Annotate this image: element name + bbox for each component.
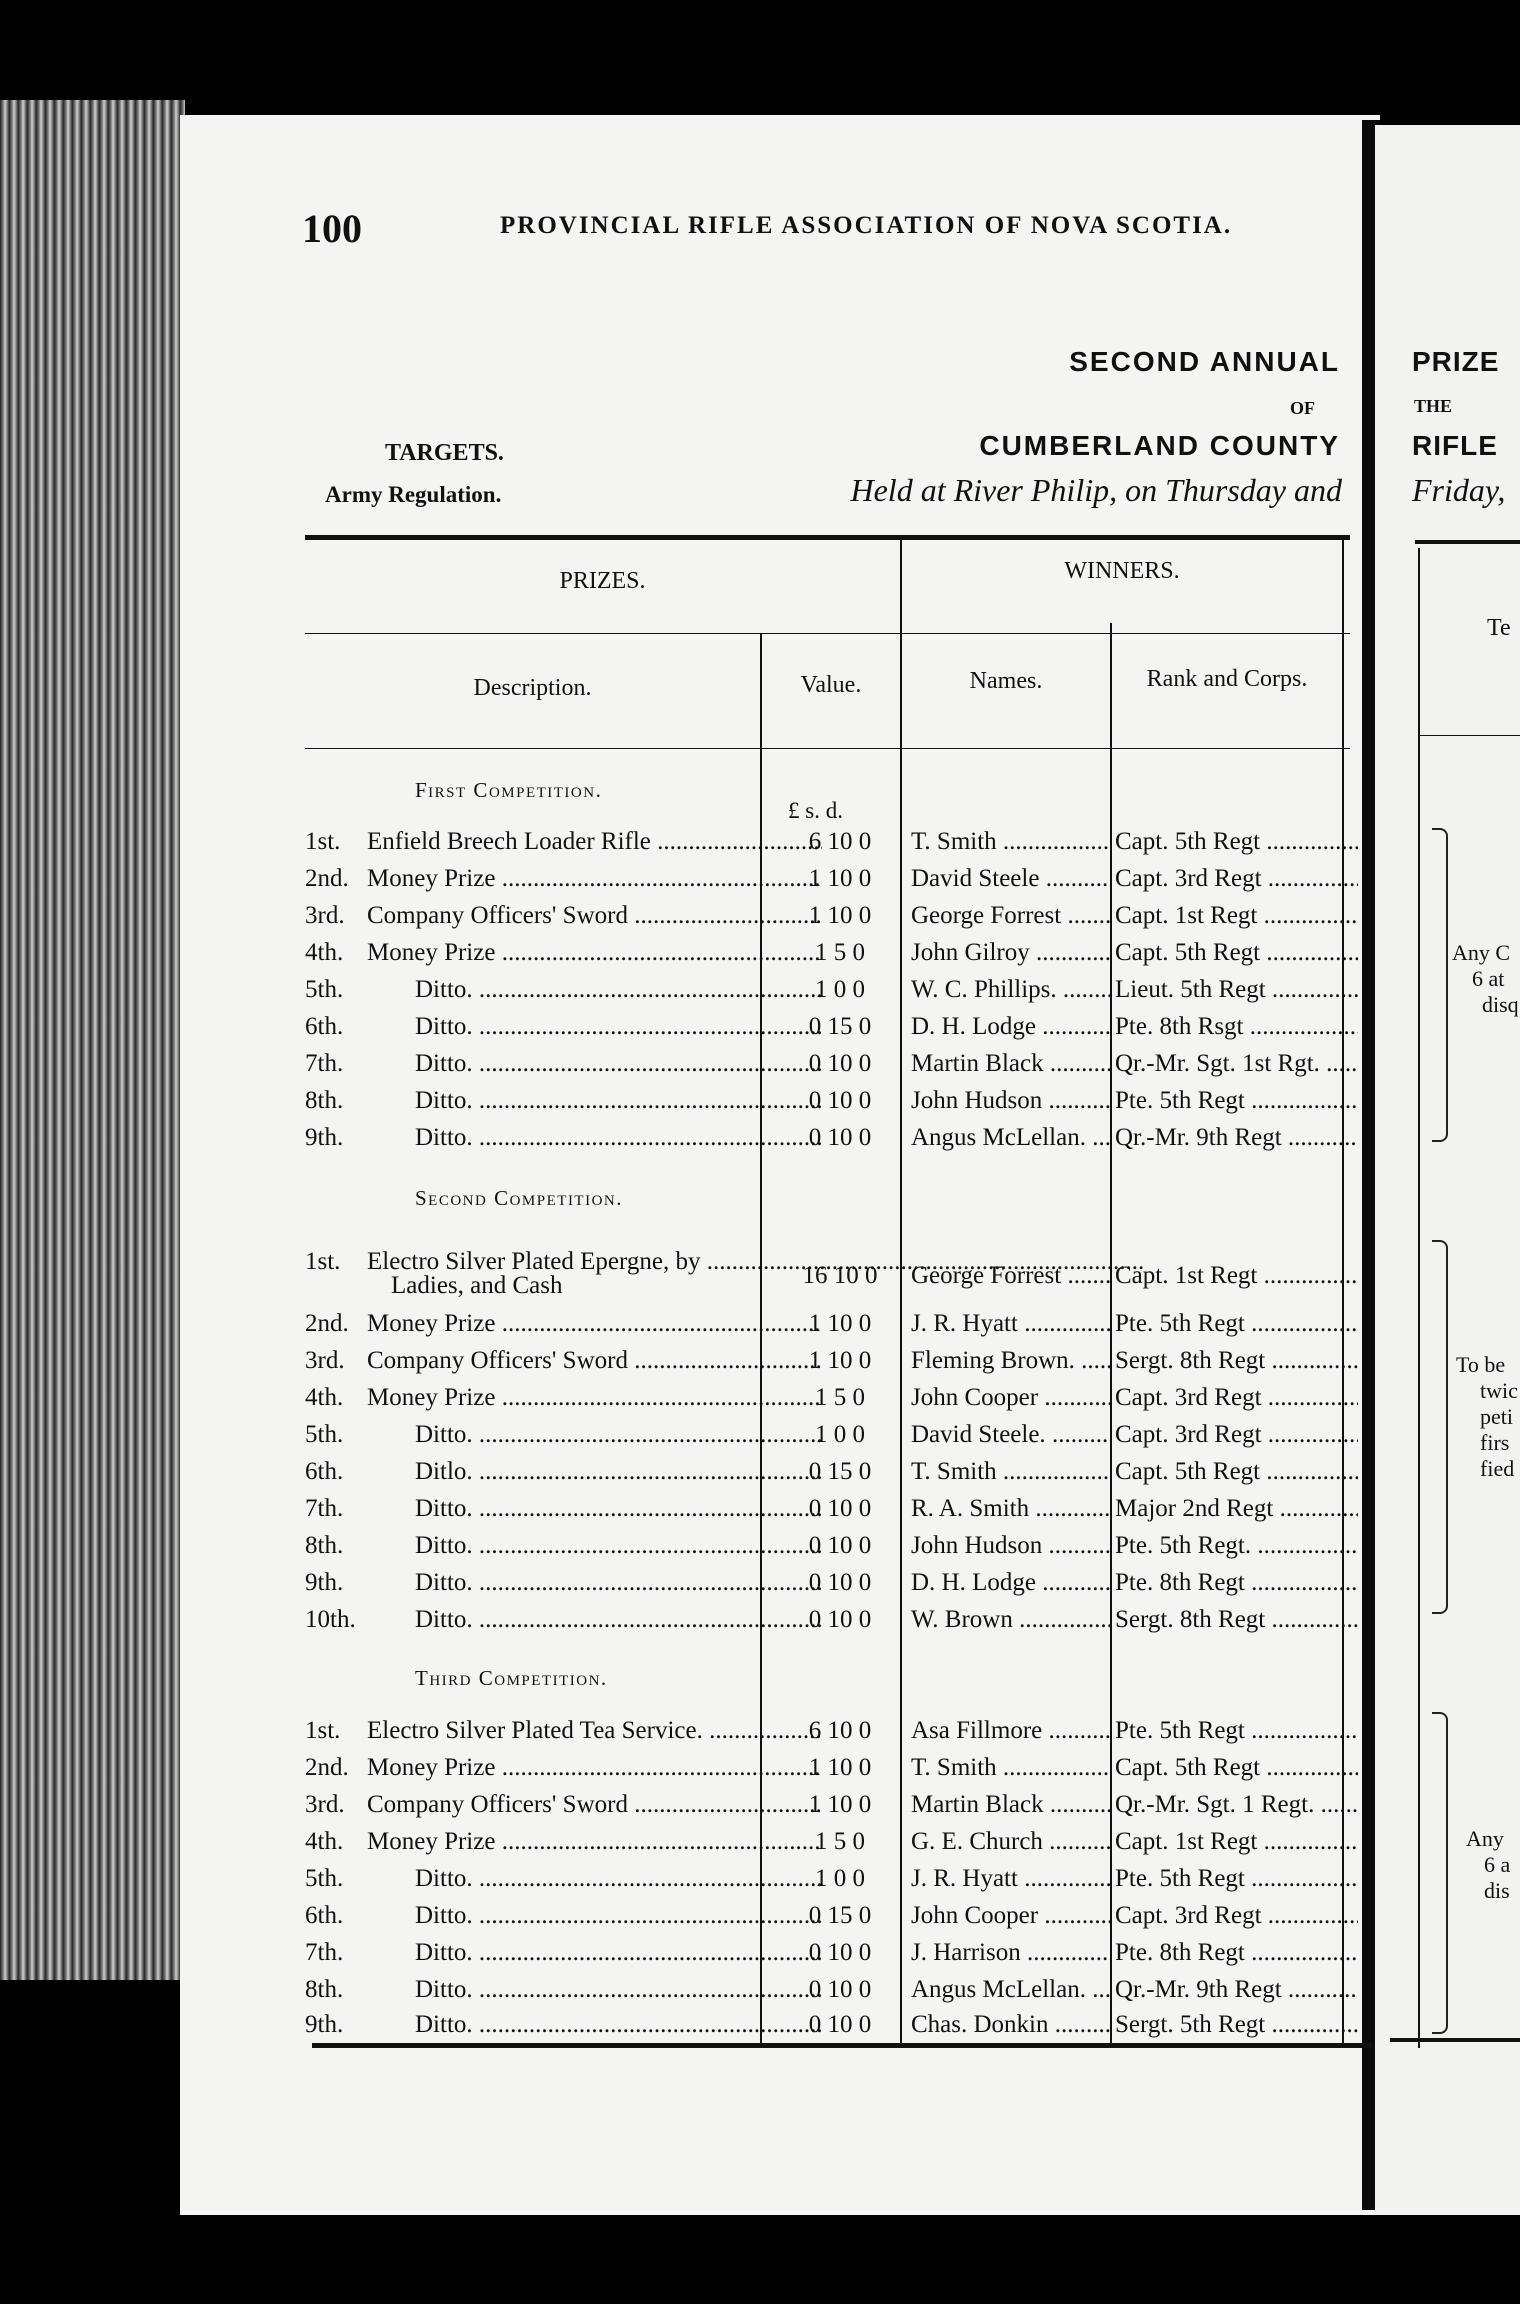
army-regulation-label: Army Regulation. [325,482,502,507]
lsd-units: £ s. d. [788,798,843,823]
winner-rank: Pte. 5th Regt. ..... [1115,1532,1358,1560]
winner-rank: Capt. 5th Regt ..... [1115,1458,1358,1486]
winner-name: G. E. Church ..... [911,1828,1111,1856]
prize-description: Ditto. ..... [367,1569,822,1597]
place: 1st. [305,1248,341,1275]
winner-name: George Forrest ..... [911,1262,1111,1290]
title-line-1: SECOND ANNUAL [1069,346,1340,377]
winner-name: Asa Fillmore ..... [911,1717,1111,1745]
place: 2nd. [305,1310,349,1337]
winner-name: J. R. Hyatt ..... [911,1865,1111,1893]
winner-rank: Qr.-Mr. 9th Regt ..... [1115,1976,1358,2004]
prize-value: 16 10 0 [802,1262,878,1289]
prize-description: Enfield Breech Loader Rifle ..... [367,828,822,856]
winner-name: John Cooper ..... [911,1384,1111,1412]
winner-name: R. A. Smith ..... [911,1495,1111,1523]
place: 2nd. [305,865,349,892]
winner-name: T. Smith ..... [911,828,1111,856]
prize-value: 0 10 0 [808,1939,872,1966]
table-top-rule [305,535,1350,540]
prize-value: 0 15 0 [808,1902,872,1929]
prize-description: Ditto. ..... [367,1939,822,1967]
place: 3rd. [305,902,345,929]
winner-rank: Capt. 1st Regt ..... [1115,1262,1358,1290]
prize-value: 6 10 0 [808,828,872,855]
prize-value: 1 10 0 [808,902,872,929]
right-column-rule [1418,548,1420,2048]
prize-description: Ditto. ..... [367,1865,822,1893]
place: 4th. [305,1384,344,1411]
title-line-2: CUMBERLAND COUNTY [979,430,1340,461]
winner-rank: Pte. 5th Regt ..... [1115,1717,1358,1745]
table-bottom-rule [312,2043,1372,2048]
right-header-rule [1420,735,1520,736]
prize-description-continuation: Ladies, and Cash [391,1272,563,1299]
right-note-line: peti [1480,1404,1513,1429]
winner-rank: Major 2nd Regt ..... [1115,1495,1358,1523]
right-note-line: Any [1466,1826,1504,1851]
prize-description: Ditto. ..... [367,1495,822,1523]
prize-description: Ditto. ..... [367,1976,822,2004]
winner-rank: Pte. 5th Regt ..... [1115,1865,1358,1893]
prize-description: Money Prize ..... [367,865,822,893]
names-column-header: Names. [969,668,1043,694]
header-rule-1 [305,633,1350,634]
winner-rank: Pte. 5th Regt ..... [1115,1087,1358,1115]
book-page-edges [0,100,185,1980]
place: 3rd. [305,1347,345,1374]
winner-name: Angus McLellan. ..... [911,1976,1111,2004]
prize-value: 6 10 0 [808,1717,872,1744]
prize-description: Ditto. ..... [367,976,822,1004]
winner-name: David Steele. ..... [911,1421,1111,1449]
place: 6th. [305,1013,344,1040]
title-of: OF [1290,398,1315,418]
right-note-2 [1456,1352,1518,1482]
winner-rank: Pte. 8th Regt ..... [1115,1569,1358,1597]
winner-rank: Capt. 5th Regt ..... [1115,828,1358,856]
description-column-header: Description. [473,675,592,701]
prize-value: 1 10 0 [808,1754,872,1781]
winner-name: J. R. Hyatt ..... [911,1310,1111,1338]
prize-description: Money Prize ..... [367,1828,822,1856]
winner-rank: Sergt. 8th Regt ..... [1115,1347,1358,1375]
winner-name: John Cooper ..... [911,1902,1111,1930]
winners-heading: WINNERS. [1064,558,1180,584]
winner-name: W. C. Phillips. ..... [911,976,1111,1004]
right-brace-2 [1432,1240,1448,1614]
right-note-line: 6 a [1484,1852,1511,1877]
place: 5th. [305,1421,344,1448]
winner-rank: Capt. 3rd Regt ..... [1115,865,1358,893]
prize-description: Ditto. ..... [367,1050,822,1078]
prize-description: Ditlo. ..... [367,1458,822,1486]
prize-value: 1 0 0 [815,976,865,1003]
header-rule-2 [305,748,1350,749]
prize-description: Ditto. ..... [367,1087,822,1115]
winner-rank: Capt. 3rd Regt ..... [1115,1384,1358,1412]
winner-name: Angus McLellan. ..... [911,1124,1111,1152]
winner-name: John Hudson ..... [911,1087,1111,1115]
right-column-header: Te [1487,615,1511,641]
prize-description: Money Prize ..... [367,939,822,967]
winner-name: John Gilroy ..... [911,939,1111,967]
prize-description: Money Prize ..... [367,1384,822,1412]
competition-title: Third Competition. [415,1666,608,1690]
winner-name: David Steele ..... [911,865,1111,893]
right-note-line: 6 at [1472,966,1505,991]
right-title-1: PRIZE [1412,346,1500,377]
prize-value: 0 10 0 [808,2011,872,2038]
winner-rank: Qr.-Mr. 9th Regt ..... [1115,1124,1358,1152]
prize-value: 0 10 0 [808,1606,872,1633]
prize-value: 0 15 0 [808,1458,872,1485]
prize-description: Electro Silver Plated Tea Service. ..... [367,1717,822,1745]
prize-value: 1 10 0 [808,1347,872,1374]
place: 1st. [305,828,341,855]
prize-value: 1 0 0 [815,1865,865,1892]
prize-description: Ditto. ..... [367,1606,822,1634]
prize-description: Ditto. ..... [367,1902,822,1930]
place: 2nd. [305,1754,349,1781]
right-note-line: disq [1482,992,1519,1017]
place: 5th. [305,1865,344,1892]
prize-value: 0 10 0 [808,1976,872,2003]
place: 7th. [305,1050,344,1077]
prize-value: 0 10 0 [808,1087,872,1114]
winner-name: T. Smith ..... [911,1754,1111,1782]
right-brace-1 [1432,828,1448,1142]
winner-name: D. H. Lodge ..... [911,1013,1111,1041]
winner-rank: Sergt. 5th Regt ..... [1115,2011,1358,2039]
winner-rank: Capt. 5th Regt ..... [1115,1754,1358,1782]
competition-title: Second Competition. [415,1186,624,1210]
running-head: PROVINCIAL RIFLE ASSOCIATION OF NOVA SCOTIA. [500,212,1233,239]
right-title-2: RIFLE [1412,430,1498,461]
place: 8th. [305,1532,344,1559]
right-note-line: fied [1480,1456,1515,1481]
winner-name: T. Smith ..... [911,1458,1111,1486]
prize-value: 0 10 0 [808,1124,872,1151]
winner-rank: Pte. 8th Rsgt ..... [1115,1013,1358,1041]
place: 8th. [305,1087,344,1114]
winner-name: Chas. Donkin ..... [911,2011,1111,2039]
place: 5th. [305,976,344,1003]
right-note-line: Any C [1452,940,1511,965]
prize-value: 0 10 0 [808,1495,872,1522]
winner-rank: Pte. 8th Regt ..... [1115,1939,1358,1967]
winner-name: D. H. Lodge ..... [911,1569,1111,1597]
prize-description: Electro Silver Plated Epergne, by ..... [367,1248,822,1276]
prize-value: 1 10 0 [808,865,872,892]
winner-rank: Sergt. 8th Regt ..... [1115,1606,1358,1634]
prizes-heading: PRIZES. [559,568,646,594]
place: 6th. [305,1458,344,1485]
winner-rank: Capt. 5th Regt ..... [1115,939,1358,967]
targets-label: TARGETS. [385,440,504,466]
winner-name: Fleming Brown. ..... [911,1347,1111,1375]
prize-description: Ditto. ..... [367,2011,822,2039]
prize-description: Ditto. ..... [367,1421,822,1449]
prize-value: 1 0 0 [815,1421,865,1448]
winner-rank: Qr.-Mr. Sgt. 1 Regt. ..... [1115,1791,1358,1819]
prize-value: 1 5 0 [815,939,865,966]
place: 4th. [305,1828,344,1855]
right-friday: Friday, [1412,472,1506,508]
right-brace-3 [1432,1712,1448,2034]
winner-rank: Capt. 1st Regt ..... [1115,902,1358,930]
rank-column-header: Rank and Corps. [1146,666,1308,692]
winner-rank: Capt. 1st Regt ..... [1115,1828,1358,1856]
winner-name: J. Harrison ..... [911,1939,1111,1967]
right-note-line: dis [1484,1878,1510,1903]
right-note-3 [1466,1826,1510,1904]
winner-rank: Lieut. 5th Regt ..... [1115,976,1358,1004]
prize-value: 1 5 0 [815,1384,865,1411]
place: 7th. [305,1495,344,1522]
place: 4th. [305,939,344,966]
winner-rank: Capt. 3rd Regt ..... [1115,1421,1358,1449]
winner-rank: Capt. 3rd Regt ..... [1115,1902,1358,1930]
place: 6th. [305,1902,344,1929]
place: 7th. [305,1939,344,1966]
winner-name: John Hudson ..... [911,1532,1111,1560]
place: 8th. [305,1976,344,2003]
winner-rank: Pte. 5th Regt ..... [1115,1310,1358,1338]
place: 10th. [305,1606,356,1633]
winner-rank: Qr.-Mr. Sgt. 1st Rgt. ..... [1115,1050,1358,1078]
right-bottom-rule [1390,2038,1520,2042]
prize-description: Company Officers' Sword ..... [367,1347,822,1375]
winner-name: Martin Black ..... [911,1791,1111,1819]
place: 9th. [305,1569,344,1596]
right-note-line: twic [1480,1378,1518,1403]
prize-description: Company Officers' Sword ..... [367,902,822,930]
place: 3rd. [305,1791,345,1818]
page-number: 100 [302,206,362,251]
prize-description: Money Prize ..... [367,1754,822,1782]
winner-name: George Forrest ..... [911,902,1111,930]
prize-value: 1 5 0 [815,1828,865,1855]
right-note-line: firs [1480,1430,1510,1455]
prize-value: 0 10 0 [808,1050,872,1077]
prize-description: Ditto. ..... [367,1124,822,1152]
place: 9th. [305,1124,344,1151]
right-the: THE [1414,396,1453,416]
right-note-line: To be [1456,1352,1506,1377]
value-column-right-rule [900,540,902,2043]
competition-title: First Competition. [415,778,603,802]
prize-value: 1 10 0 [808,1791,872,1818]
place: 1st. [305,1717,341,1744]
prize-description: Money Prize ..... [367,1310,822,1338]
prize-value: 1 10 0 [808,1310,872,1337]
winner-name: Martin Black ..... [911,1050,1111,1078]
prize-value: 0 15 0 [808,1013,872,1040]
right-top-rule [1415,540,1520,544]
value-column-header: Value. [800,672,862,698]
right-note-1 [1452,940,1519,1018]
place: 9th. [305,2011,344,2038]
winner-name: W. Brown ..... [911,1606,1111,1634]
prize-description: Ditto. ..... [367,1013,822,1041]
prize-value: 0 10 0 [808,1569,872,1596]
prize-description: Company Officers' Sword ..... [367,1791,822,1819]
prize-description: Ditto. ..... [367,1532,822,1560]
prize-value: 0 10 0 [808,1532,872,1559]
subtitle: Held at River Philip, on Thursday and [850,472,1342,508]
